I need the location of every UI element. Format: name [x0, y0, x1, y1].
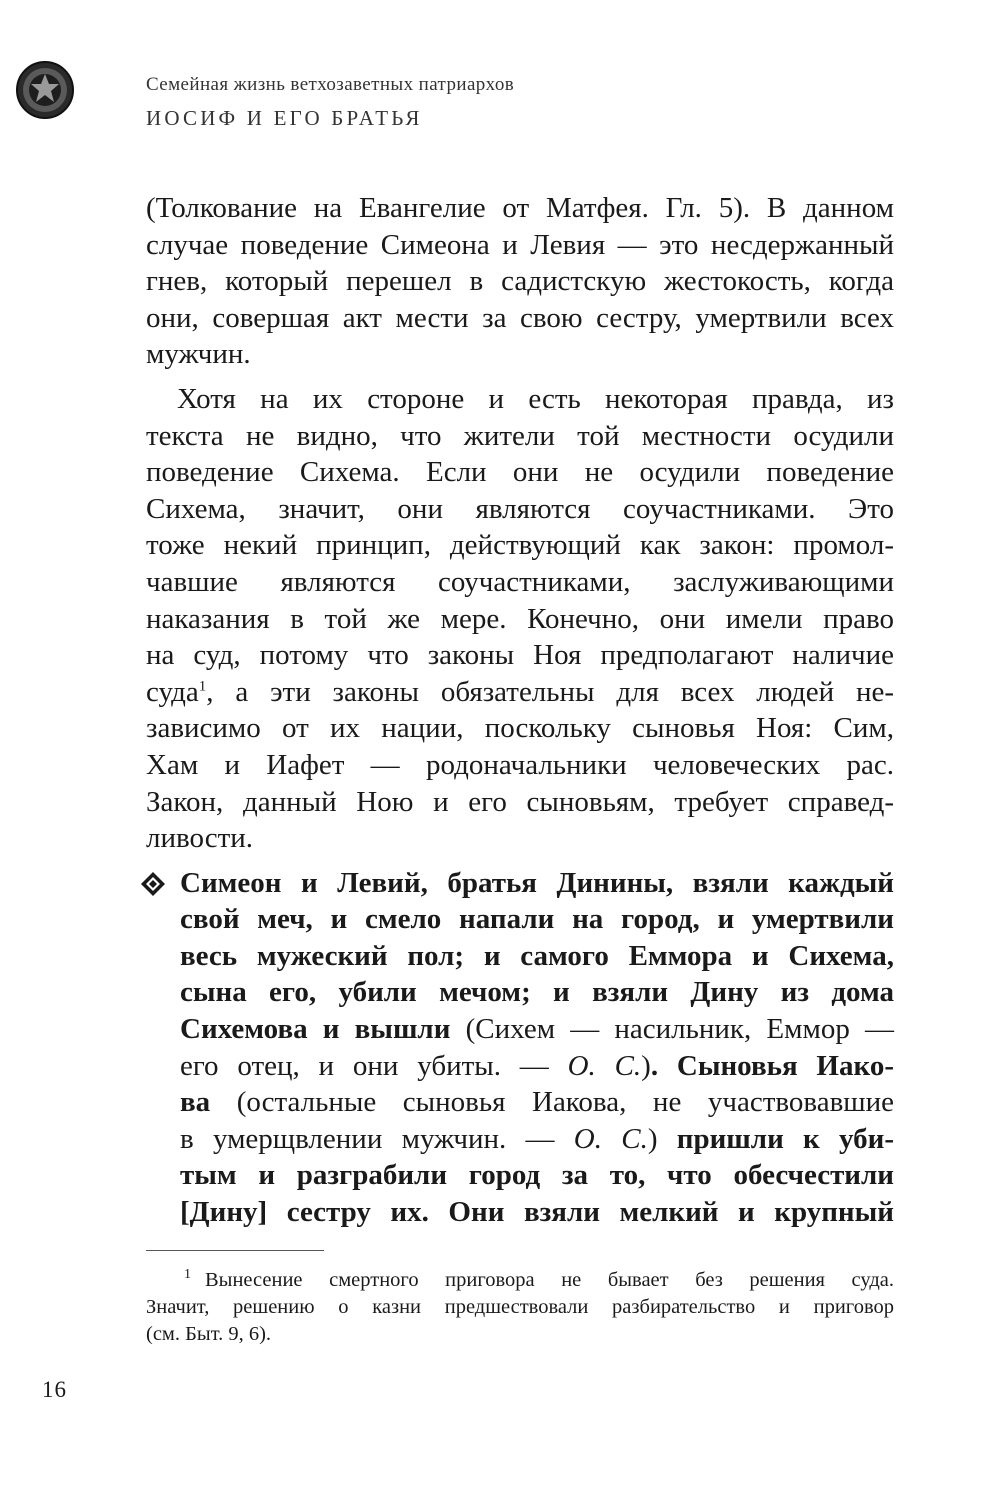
text-line: Сихема, значит, они являются соучастниками. Это [146, 492, 894, 525]
text-line: гнев, который перешел в садистскую жестокость, когда [146, 265, 894, 298]
page-number: 16 [42, 1377, 67, 1402]
quote-line: его отец, и они убиты. — О. С.). Сыновья Иако- [180, 1049, 894, 1082]
body-text [146, 190, 894, 1231]
text-line: мужчин. [146, 338, 251, 371]
footnote-divider [146, 1250, 324, 1251]
text-fragment: суда [146, 675, 199, 708]
running-header-series: Семейная жизнь ветхозаветных патриархов [146, 74, 515, 95]
quote-line: свой меч, и смело напали на город, и умертвили [180, 903, 894, 936]
text-line: наказания в той же мере. Конечно, они имели право [146, 602, 894, 635]
text-line: они, совершая акт мести за свою сестру, умертвили всех [146, 301, 894, 334]
paragraph-1 [146, 190, 894, 373]
text-line: текста не видно, что жители той местности осудили [146, 419, 894, 452]
running-header-title: ИОСИФ И ЕГО БРАТЬЯ [146, 106, 423, 130]
quote-line: весь мужеский пол; и самого Еммора и Сихема, [180, 939, 894, 972]
text-line: Хам и Иафет — родоначальники человеческих рас. [146, 748, 894, 781]
footnote-line: $^1$ Вынесение смертного приговора не бывает без решения суда. [184, 1267, 894, 1291]
footnote [146, 1267, 894, 1348]
text-line: зависимо от их нации, поскольку сыновья Ноя: Сим, [146, 712, 894, 745]
text-line: поведение Сихема. Если они не осудили поведение [146, 456, 894, 489]
text-line-with-footnote [146, 674, 894, 711]
quote-line: сына его, убили мечом; и взяли Дину из дома [180, 976, 894, 1009]
footnote-mark: 1 [184, 1267, 191, 1283]
paragraph-2 [146, 381, 894, 857]
text-line: Закон, данный Ною и его сыновьям, требует справед- [146, 785, 894, 818]
text-line: чавшие являются соучастниками, заслуживающими [146, 565, 894, 598]
footnote-line: (см. Быт. 9, 6). [146, 1323, 272, 1345]
quote-line: Сихемова и вышли (Сихем — насильник, Еммор — [180, 1013, 894, 1046]
diamond-bullet-icon [140, 871, 166, 897]
quote-line: Симеон и Левий, братья Динины, взяли каждый [180, 866, 894, 899]
text-line: (Толкование на Евангелие от Матфея. Гл. 5). В данном [146, 192, 894, 224]
footnote-reference[interactable]: 1 [198, 678, 207, 695]
text-line: ливости. [146, 822, 254, 855]
round-emblem-icon [15, 60, 75, 120]
text-line: случае поведение Симеона и Левия — это несдержанный [146, 228, 894, 261]
quote-line: тым и разграбили город за то, что обесчестили [180, 1159, 894, 1192]
scripture-quote [146, 865, 894, 1231]
text-line: на суд, потому что законы Ноя предполагают наличие [146, 639, 894, 672]
text-line: Хотя на их стороне и есть некоторая правда, из [177, 382, 894, 415]
text-fragment: , а эти законы обязательны для всех людей не- [206, 675, 894, 708]
quote-line: [Дину] сестру их. Они взяли мелкий и крупный [180, 1196, 894, 1229]
text-line: тоже некий принцип, действующий как закон: промол- [146, 529, 894, 562]
footnote-line: Значит, решению о казни предшествовали разбирательство и приговор [146, 1296, 894, 1318]
quote-line: ва (остальные сыновья Иакова, не участвовавшие [180, 1086, 894, 1119]
quote-line: в умерщвлении мужчин. — О. С.) пришли к уби- [180, 1122, 894, 1155]
